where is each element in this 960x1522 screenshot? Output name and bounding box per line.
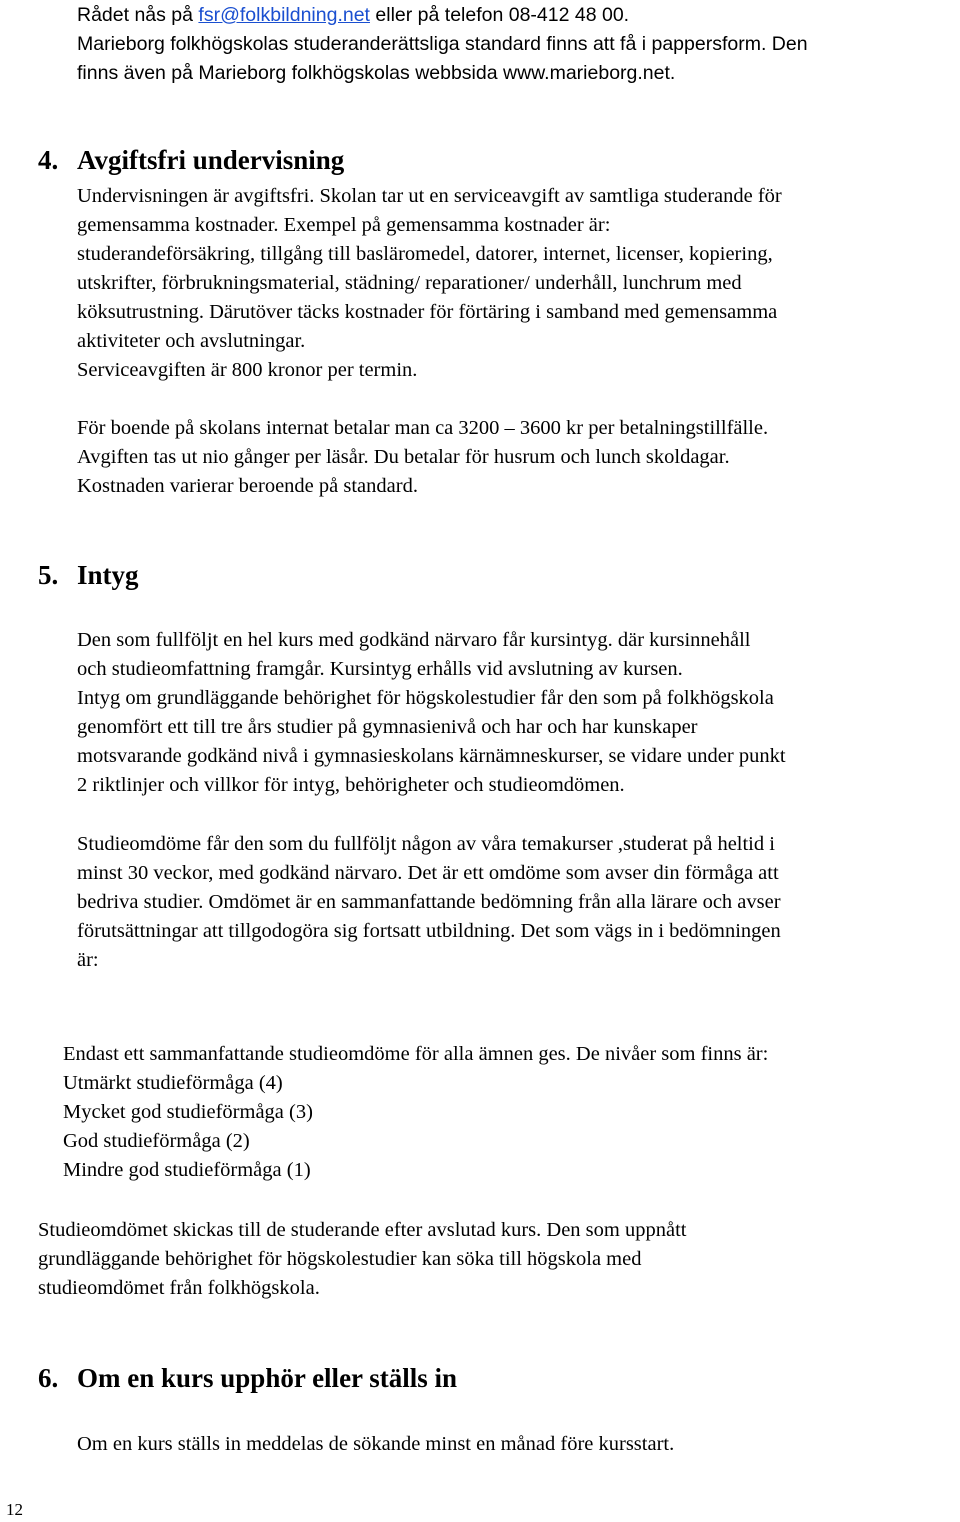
s4-line-4: utskrifter, förbrukningsmaterial, städning/ reparationer/ underhåll, lunchrum med <box>77 272 742 294</box>
s5-line-5: motsvarande godkänd nivå i gymnasieskolans kärnämneskurser, se vidare under punkt <box>77 745 786 767</box>
s5b-line-2: minst 30 veckor, med godkänd närvaro. Det är ett omdöme som avser din förmåga att <box>77 862 779 884</box>
s4b-line-1: För boende på skolans internat betalar man ca 3200 – 3600 kr per betalningstillfälle. <box>77 417 769 439</box>
section-5-title: Intyg <box>77 560 139 590</box>
s6-line: Om en kurs ställs in meddelas de sökande minst en månad före kursstart. <box>77 1433 675 1455</box>
s5-line-4: genomfört ett till tre års studier på gymnasienivå och har och har kunskaper <box>77 716 698 738</box>
section-4-title: Avgiftsfri undervisning <box>77 145 345 175</box>
s5b-line-5: är: <box>77 949 99 971</box>
closing-line-3: studieomdömet från folkhögskola. <box>38 1277 320 1299</box>
level-1: Mindre god studieförmåga (1) <box>63 1159 311 1181</box>
s4-line-2: gemensamma kostnader. Exempel på gemensamma kostnader är: <box>77 214 611 236</box>
standard-line-2: finns även på Marieborg folkhögskolas webbsida www.marieborg.net. <box>77 62 676 84</box>
contact-line <box>77 3 629 27</box>
closing-line-1: Studieomdömet skickas till de studerande efter avslutad kurs. Den som uppnått <box>38 1219 687 1241</box>
s5b-line-3: bedriva studier. Omdömet är en sammanfattande bedömning från alla lärare och avser <box>77 891 781 913</box>
s4-line-5: köksutrustning. Därutöver täcks kostnader för förtäring i samband med gemensamma <box>77 301 778 323</box>
level-2: God studieförmåga (2) <box>63 1130 250 1152</box>
s5b-line-1: Studieomdöme får den som du fullföljt någon av våra temakurser ,studerat på heltid i <box>77 833 775 855</box>
level-4: Utmärkt studieförmåga (4) <box>63 1072 283 1094</box>
s4-line-3: studerandeförsäkring, tillgång till basläromedel, datorer, internet, licenser, kopiering, <box>77 243 773 265</box>
s5-line-6: 2 riktlinjer och villkor för intyg, behörigheter och studieomdömen. <box>77 774 625 796</box>
section-6-number: 6. <box>38 1363 59 1393</box>
s4b-line-3: Kostnaden varierar beroende på standard. <box>77 475 418 497</box>
section-5-number: 5. <box>38 560 59 590</box>
s5-line-3: Intyg om grundläggande behörighet för högskolestudier får den som på folkhögskola <box>77 687 774 709</box>
email-link[interactable]: fsr@folkbildning.net <box>198 4 370 26</box>
s5-line-2: och studieomfattning framgår. Kursintyg erhålls vid avslutning av kursen. <box>77 658 683 680</box>
s4-line-1: Undervisningen är avgiftsfri. Skolan tar ut en serviceavgift av samtliga studerande för <box>77 185 782 207</box>
levels-intro: Endast ett sammanfattande studieomdöme för alla ämnen ges. De nivåer som finns är: <box>63 1043 769 1065</box>
standard-line-1: Marieborg folkhögskolas studeranderättsliga standard finns att få i pappersform. Den <box>77 33 808 55</box>
level-3: Mycket god studieförmåga (3) <box>63 1101 313 1123</box>
s5b-line-4: förutsättningar att tillgodogöra sig fortsatt utbildning. Det som vägs in i bedömningen <box>77 920 781 942</box>
s4-line-6: aktiviteter och avslutningar. <box>77 330 306 352</box>
section-6-title: Om en kurs upphör eller ställs in <box>77 1363 458 1393</box>
s5-line-1: Den som fullföljt en hel kurs med godkänd närvaro får kursintyg. där kursinnehåll <box>77 629 751 651</box>
contact-suffix: eller på telefon 08-412 48 00. <box>369 4 630 26</box>
s4b-line-2: Avgiften tas ut nio gånger per läsår. Du betalar för husrum och lunch skoldagar. <box>77 446 730 468</box>
contact-prefix: Rådet nås på <box>77 4 199 26</box>
closing-line-2: grundläggande behörighet för högskolestudier kan söka till högskola med <box>38 1248 642 1270</box>
page-number: 12 <box>6 1500 23 1519</box>
section-4-number: 4. <box>38 145 59 175</box>
s4-line-7: Serviceavgiften är 800 kronor per termin. <box>77 359 418 381</box>
